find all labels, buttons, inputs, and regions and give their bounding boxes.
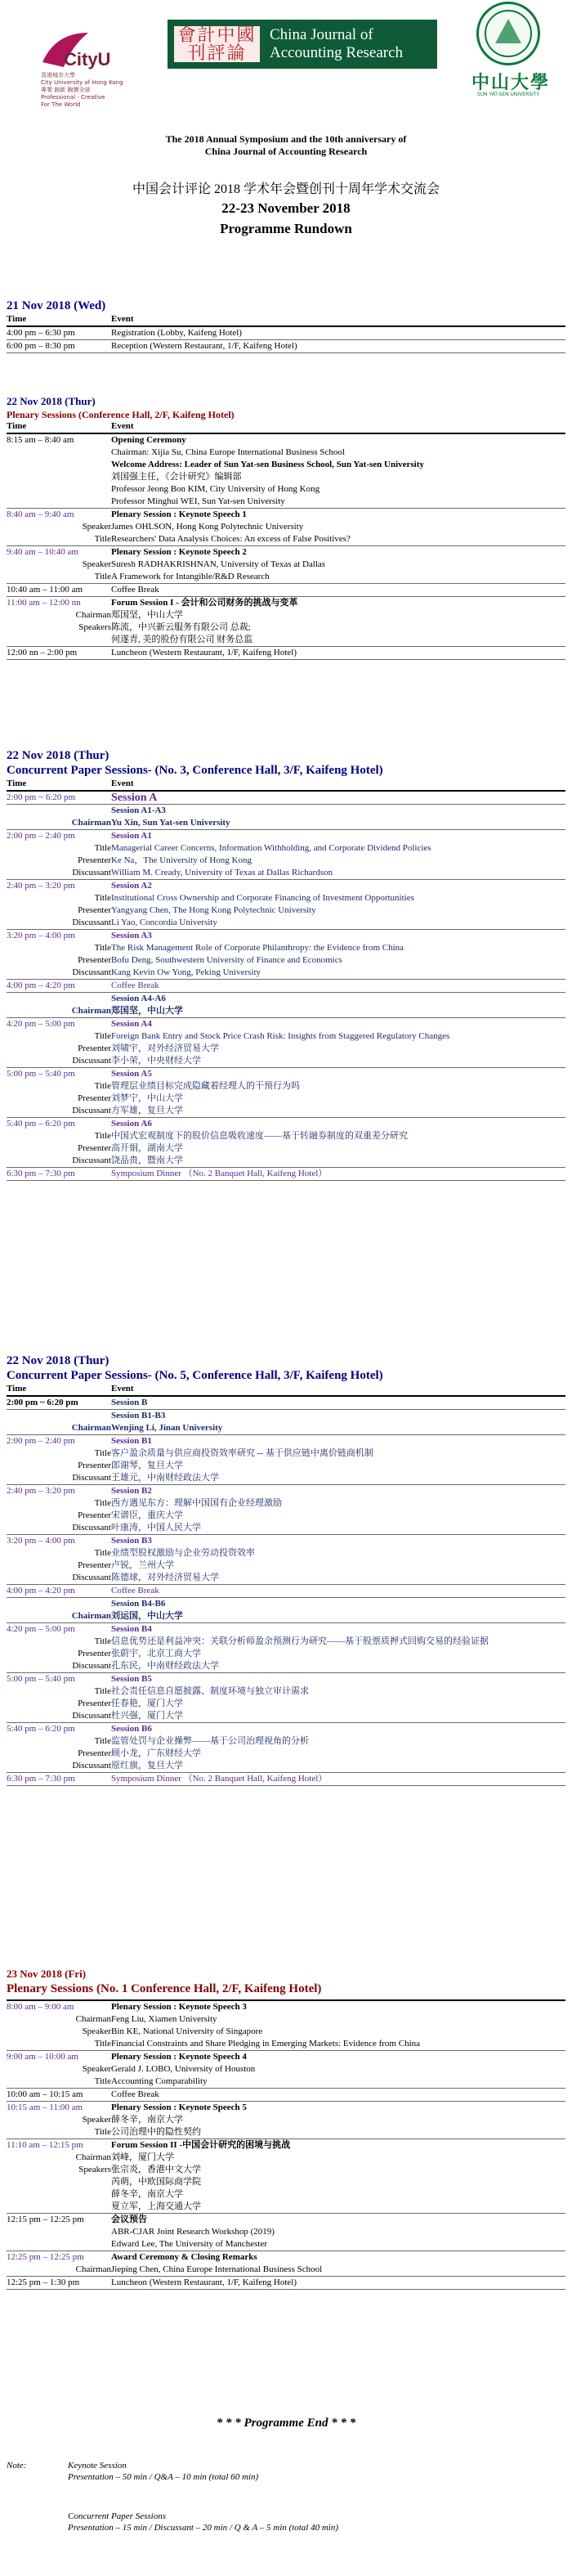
table-row: 12:25 pm – 1:30 pm Luncheon (Western Restaurant, 1/F, Kaifeng Hotel) xyxy=(7,2277,565,2290)
note-concurrent-detail: Presentation – 15 min / Discussant – 20 min / Q & A – 5 min (total 40 min) xyxy=(68,2523,339,2533)
table-row: 12:25 pm – 12:25 pm Award Ceremony & Closing Remarks xyxy=(7,2252,257,2262)
table-row: 6:00 pm – 8:30 pm Reception (Western Restaurant, 1/F, Kaifeng Hotel) xyxy=(7,340,565,353)
sysu-emblem-icon xyxy=(476,2,540,65)
header-date: 22-23 November 2018 xyxy=(221,200,351,216)
programme-end: * * * Programme End * * * xyxy=(216,2417,356,2430)
session-a-subtitle: Concurrent Paper Sessions- (No. 3, Conference Hall, 3/F, Kaifeng Hotel) xyxy=(7,764,383,777)
day2-subtitle: Plenary Sessions (Conference Hall, 2/F, Kaifeng Hotel) xyxy=(7,409,235,420)
day3-date: 23 Nov 2018 (Fri) xyxy=(7,1968,87,1980)
table-row: 12:00 nn – 2:00 pm Luncheon (Western Restaurant, 1/F, Kaifeng Hotel) xyxy=(7,647,565,660)
header-chinese-title: 中国会计评论 2018 学术年会暨创刊十周年学术交流会 xyxy=(132,182,440,196)
table-row: 10:00 am – 10:15 am Coffee Break xyxy=(7,2089,565,2102)
header-line-1: The 2018 Annual Symposium and the 10th anniversary of xyxy=(165,133,407,145)
session-b-table: Time Event 2:00 pm ~ 6:20 pm Session B Session B1-B3 Chairman Wenjing Li, Jinan University 2:00 pm – 2:40 pm Session B1 Title 客户盈余质量与供应商投资效率研究 -- 基于供应链中离价链商机制 Presenter 郎谢琴，复旦大学 Discussant 王雄元，中南财经政法大学 2:40 pm – 3:20 pm Session B2 Title 西方遇见东方：理解中国国有企业经理激励 Presenter 宋谱臣，重庆大学 Discussant 叶康涛，中国人民大学 3:20 pm – 4:00 pm Session B3 Title 业绩型股权激励与企业劳动投资效率 Presenter 卢锐，兰州大学 Discussant 陈德球，对外经济贸易大学 4:00 pm – 4:20 pm Coffee Break Session B4-B6 Chairman 刘运国，中山大学 4:20 pm – 5:00 pm Session B4 Title 信息优势还是利益冲突：关联分析师盈余预测行为研究——基于股票质押式回购交易的经验证据 Presenter 张蔚宇，北京工商大学 Discussant 孔东民，中南财经政法大学 5:00 pm – 5:40 pm Session B5 Title 社会责任信息自愿披露、制度环境与独立审计需求 Presenter 任春艳，厦门大学 Discussant 杜兴强，厦门大学 5:40 pm – 6:20 pm Session B6 Title 监管处罚与企业操弊——基于公司治理视角的分析 Presenter 顾小龙，广东财经大学 Discussant 原红旗，复旦大学 6:30 pm – 7:30 pm Symposium Dinner （No. 2 Banquet Hall, Kaifeng Hotel） xyxy=(7,1383,565,1786)
table-row: 12:15 pm – 12:25 pm 会议预告 xyxy=(7,2215,147,2224)
table-row: 8:15 am – 8:40 am Opening Ceremony xyxy=(7,435,186,445)
table-row: 11:10 am – 12:15 pm Forum Session II -中国会计研究的困境与挑战 xyxy=(7,2140,291,2150)
session-b-section xyxy=(7,1353,565,1786)
cjar-logo xyxy=(168,20,437,69)
col-event: Event xyxy=(111,313,565,326)
header-line-2: China Journal of Accounting Research xyxy=(204,146,368,157)
table-row: 2:00 pm – 2:40 pm Session A1 xyxy=(7,831,152,841)
table-row: 5:00 pm – 5:40 pm Session B5 xyxy=(7,1674,152,1684)
day2-plenary-section xyxy=(7,394,565,660)
table-row: 8:00 am – 9:00 am Plenary Session : Keynote Speech 3 xyxy=(7,2002,247,2012)
session-b-date: 22 Nov 2018 (Thur) xyxy=(7,1354,109,1367)
sysu-name: 中山大學 xyxy=(471,72,550,92)
table-row: 3:20 pm – 4:00 pm Session B3 xyxy=(7,1536,152,1546)
day2-table: Time Event 8:15 am – 8:40 am Opening Ceremony Chairman: Xijia Su, China Europe International Business School Welcome Address: Leader of Sun Yat-sen Business School, Sun Yat-sen University 刘国强主任，《会计研究》编辑部 Professor Jeong Bon KIM, City University of Hong Kong Professor Minghui WEI, Sun Yat-sen University 8:40 am – 9:40 am Plenary Session : Keynote Speech 1 Speaker James OHLSON, Hong Kong Polytechnic University Title Researchers' Data Analysis Choices: An excess of False Positives? 9:40 am – 10:40 am Plenary Session : Keynote Speech 2 Speaker Suresh RADHAKRISHNAN, University of Texas at Dallas Title A Framework for Intangible/R&D Research 10:40 am – 11:00 am Coffee Break 11:00 am – 12:00 nn Forum Session I - 会计和公司财务的挑战与变革 Chairman 郑国坚，中山大学 Speakers 陈流，中兴新云服务有限公司 总裁; 何遂青, 美的股份有限公司 财务总监 12:00 nn – 2:00 pm Luncheon (Western Restaurant, 1/F, Kaifeng Hotel) xyxy=(7,420,565,660)
table-row: 6:30 pm – 7:30 pm Symposium Dinner （No. 2 Banquet Hall, Kaifeng Hotel） xyxy=(7,1168,565,1181)
table-row: 4:00 pm – 4:20 pm Coffee Break xyxy=(7,980,565,993)
table-row: 4:00 pm – 4:20 pm Coffee Break xyxy=(7,1585,565,1598)
cityu-logo xyxy=(39,18,145,108)
table-row: 6:30 pm – 7:30 pm Symposium Dinner （No. 2 Banquet Hall, Kaifeng Hotel） xyxy=(7,1773,565,1786)
table-row: 4:20 pm – 5:00 pm Session B4 xyxy=(7,1624,152,1634)
table-row: 10:40 am – 11:00 am Coffee Break xyxy=(7,584,565,597)
note-concurrent: Concurrent Paper Sessions xyxy=(68,2511,166,2521)
day1-date: 21 Nov 2018 (Wed) xyxy=(7,299,106,312)
table-row: 5:40 pm – 6:20 pm Session B6 xyxy=(7,1724,152,1734)
table-row: 4:00 pm – 6:30 pm Registration (Lobby, Kaifeng Hotel) xyxy=(7,326,565,340)
logo-row xyxy=(0,0,572,110)
day3-subtitle: Plenary Sessions (No. 1 Conference Hall, 2/F, Kaifeng Hotel) xyxy=(7,1982,322,1995)
day3-section xyxy=(7,1967,565,2290)
sysu-logo xyxy=(462,2,560,106)
table-row: 9:00 am – 10:00 am Plenary Session : Keynote Speech 4 xyxy=(7,2052,247,2062)
cityu-caption: 香港城市大學 City University of Hong Kong 專業 創新 胸懷全球 Professional - Creative For The World xyxy=(41,72,123,108)
table-row: 11:00 am – 12:00 nn Forum Session I - 会计和公司财务的挑战与变革 xyxy=(7,598,298,608)
table-row: 2:40 pm – 3:20 pm Session B2 xyxy=(7,1486,152,1496)
session-a-date: 22 Nov 2018 (Thur) xyxy=(7,749,109,762)
cjar-title: China Journal of Accounting Research xyxy=(270,26,404,61)
cjar-seal: 會計中國 刊評論 xyxy=(174,26,260,62)
table-row: 10:15 am – 11:00 am Plenary Session : Keynote Speech 5 xyxy=(7,2103,247,2112)
table-row: 5:40 pm – 6:20 pm Session A6 xyxy=(7,1119,152,1129)
table-row: 9:40 am – 10:40 am Plenary Session : Keynote Speech 2 xyxy=(7,547,247,557)
sysu-sub: SUN YAT-SEN UNIVERSITY xyxy=(476,92,540,97)
session-a-section xyxy=(7,748,565,1181)
session-b-subtitle: Concurrent Paper Sessions- (No. 5, Conference Hall, 3/F, Kaifeng Hotel) xyxy=(7,1369,383,1382)
cityu-mark-icon xyxy=(39,29,111,72)
day1-section xyxy=(7,298,565,353)
cityu-name: CityU xyxy=(64,49,111,70)
day2-date: 22 Nov 2018 (Thur) xyxy=(7,395,96,407)
table-row: 8:40 am – 9:40 am Plenary Session : Keynote Speech 1 xyxy=(7,509,247,519)
note-keynote: Keynote Session xyxy=(68,2461,127,2471)
note-keynote-detail: Presentation – 50 min / Q&A – 10 min (total 60 min) xyxy=(68,2472,259,2482)
session-a-table: Time Event 2:00 pm ~ 6:20 pm Session A Session A1-A3 Chairman Yu Xin, Sun Yat-sen University 2:00 pm – 2:40 pm Session A1 Title Managerial Career Concerns, Information Withholding, and Corporate Dividend Policies Presenter Ke Na，The University of Hong Kong Discussant William M. Cready, University of Texas at Dallas Richardson 2:40 pm – 3:20 pm Session A2 Title Institutional Cross Ownership and Corporate Financing of Investment Opportunities Presenter Yangyang Chen, The Hong Kong Polytechnic University Discussant Li Yao, Concordia University 3:20 pm – 4:00 pm Session A3 Title The Risk Management Role of Corporate Philanthropy: the Evidence from China Presenter Bofu Deng, Southwestern University of Finance and Economics Discussant Kang Kevin Ow Yong, Peking University 4:00 pm – 4:20 pm Coffee Break Session A4-A6 Chairman 郑国坚，中山大学 4:20 pm – 5:00 pm Session A4 Title Foreign Bank Entry and Stock Price Crash Risk: Insights from Staggered Regulatory Changes Presenter 刘啸宇，对外经济贸易大学 Discussant 李小荣，中央财经大学 5:00 pm – 5:40 pm Session A5 Title 管理层业绩目标完成隐藏着经理人的干预行为吗 Presenter 刘梦宁，中山大学 Discussant 方军雄，复旦大学 5:40 pm – 6:20 pm Session A6 Title 中国式宏观制度下的股价信息吸收速度——基于转融券制度的双重差分研究 Presenter 高开娟，湖南大学 Discussant 饶品贵，暨南大学 6:30 pm – 7:30 pm Symposium Dinner （No. 2 Banquet Hall, Kaifeng Hotel） xyxy=(7,778,565,1181)
table-row: 2:40 pm – 3:20 pm Session A2 xyxy=(7,881,152,891)
note-label: Note: xyxy=(7,2461,27,2471)
table-row: 4:20 pm – 5:00 pm Session A4 xyxy=(7,1019,152,1029)
table-row: 2:00 pm – 2:40 pm Session B1 xyxy=(7,1436,152,1446)
header-programme: Programme Rundown xyxy=(220,221,352,236)
table-row: 3:20 pm – 4:00 pm Session A3 xyxy=(7,931,152,940)
col-time: Time xyxy=(7,313,111,326)
day1-table xyxy=(7,313,565,353)
table-row: 5:00 pm – 5:40 pm Session A5 xyxy=(7,1069,152,1079)
day3-table: 8:00 am – 9:00 am Plenary Session : Keynote Speech 3 Chairman Feng Liu, Xiamen University Speaker Bin KE, National University of Singapore Title Financial Constraints and Share Pledging in Emerging Markets: Evidence from China 9:00 am – 10:00 am Plenary Session : Keynote Speech 4 Speaker Gerald J. LOBO, University of Houston Title Accounting Comparability 10:00 am – 10:15 am Coffee Break 10:15 am – 11:00 am Plenary Session : Keynote Speech 5 Speaker 薛冬辛，南京大学 Title 公司治理中的隐性契约 11:10 am – 12:15 pm Forum Session II -中国会计研究的困境与挑战 Chairman 刘峰，厦门大学 Speakers 张宗炎，香港中文大学 芮萌，中欧国际商学院 薛冬辛，南京大学 夏立军，上海交通大学 12:15 pm – 12:25 pm 会议预告 ABR-CJAR Joint Research Workshop (2019) Edward Lee, The University of Manchester 12:25 pm – 12:25 pm Award Ceremony & Closing Remarks Chairman Jieping Chen, China Europe International Business School 12:25 pm – 1:30 pm Luncheon (Western Restaurant, 1/F, Kaifeng Hotel) xyxy=(7,1999,565,2290)
